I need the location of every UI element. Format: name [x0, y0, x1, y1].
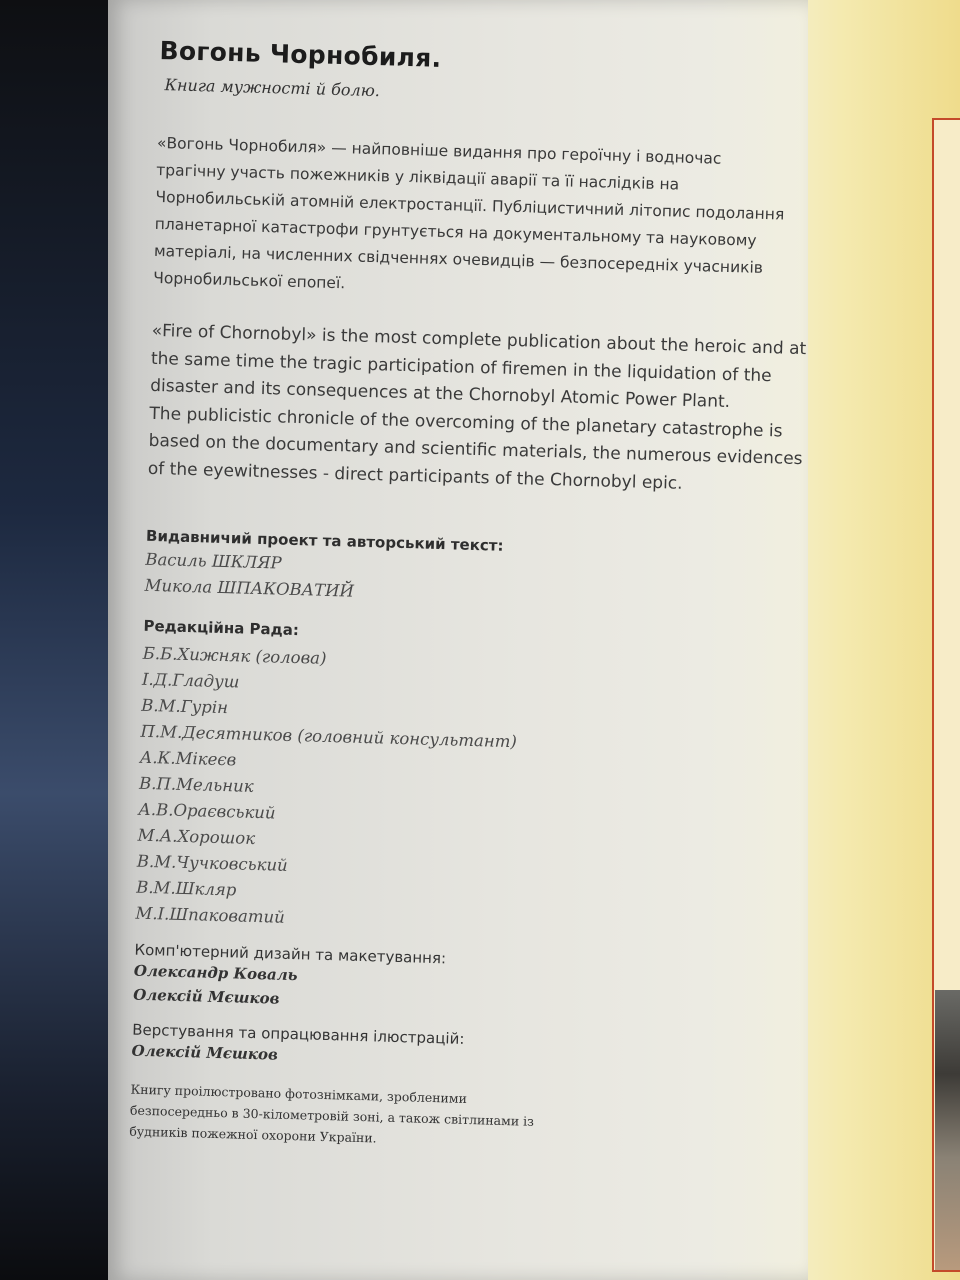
- designer-name: Олексій Мєшков: [132, 985, 280, 1008]
- photo: [935, 990, 960, 1270]
- design-credits: [133, 941, 795, 1025]
- editorial-board: [135, 617, 803, 945]
- project-credits: [144, 527, 806, 617]
- board-member: В.М.Гурін: [141, 695, 229, 718]
- page-content: [129, 36, 820, 1160]
- layout-label: Верстування та опрацювання ілюстрацій:: [131, 1020, 465, 1048]
- board-member: В.М.Чучковський: [136, 851, 288, 875]
- board-member: Б.Б.Хижняк (голова): [142, 643, 327, 668]
- author-name: Микола ШПАКОВАТИЙ: [144, 575, 355, 601]
- board-member: І.Д.Гладуш: [141, 669, 240, 692]
- board-member: В.П.Мельник: [138, 773, 254, 796]
- board-member: В.М.Шкляр: [135, 877, 237, 900]
- book-title: Вогонь Чорнобиля.: [159, 36, 442, 73]
- book-subtitle: Книга мужності й болю.: [164, 75, 381, 101]
- illustration-note: Книгу проілюстровано фотознімками, зробленими безпосередньо в 30-кілометровій зоні, а також світлинами із будників пожежної охорони України.: [129, 1081, 535, 1146]
- board-label: Редакційна Рада:: [143, 616, 300, 640]
- book-cover-edge: [0, 0, 120, 1280]
- layout-credits: [131, 1021, 792, 1081]
- design-label: Комп'ютерний дизайн та макетування:: [134, 940, 447, 968]
- board-member: А.В.Ораєвський: [138, 799, 276, 823]
- description-english-paragraph: The publicistic chronicle of the overcoming of the planetary catastrophe is based on the documentary and scientific materials, the numerous evidences of the eyewitnesses - direct participants of the Chornobyl epic.: [147, 403, 803, 494]
- designer-name: Олександр Коваль: [133, 961, 298, 985]
- board-member: А.К.Мікеєв: [139, 747, 237, 770]
- description-english: [148, 318, 807, 501]
- board-member: М.А.Хорошок: [137, 825, 256, 848]
- author-name: Василь ШКЛЯР: [145, 549, 282, 573]
- board-member: П.М.Десятников (головний консультант): [140, 721, 518, 752]
- project-label: Видавничий проект та авторський текст:: [145, 526, 504, 555]
- description-ukrainian: «Вогонь Чорнобиля» — найповніше видання про героїчну і водночас трагічну участь пожежників у ліквідації аварії та її наслідків на Чорнобильській атомній електростанції. Публіцистичний літопис подолання планетарної катастрофи грунтується на документальному та науковому матеріалі, на численних свідченнях очевидців — безпосередніх учасників Чорнобильської епопеї.: [152, 133, 785, 293]
- board-member: М.І.Шпаковатий: [135, 903, 286, 927]
- layout-person-name: Олексій Мєшков: [131, 1041, 279, 1064]
- description-english-paragraph: «Fire of Chornobyl» is the most complete publication about the heroic and at the same time the tragic participation of firemen in the liquidation of the disaster and its consequences at the Chornobyl Atomic Power Plant.: [149, 320, 807, 413]
